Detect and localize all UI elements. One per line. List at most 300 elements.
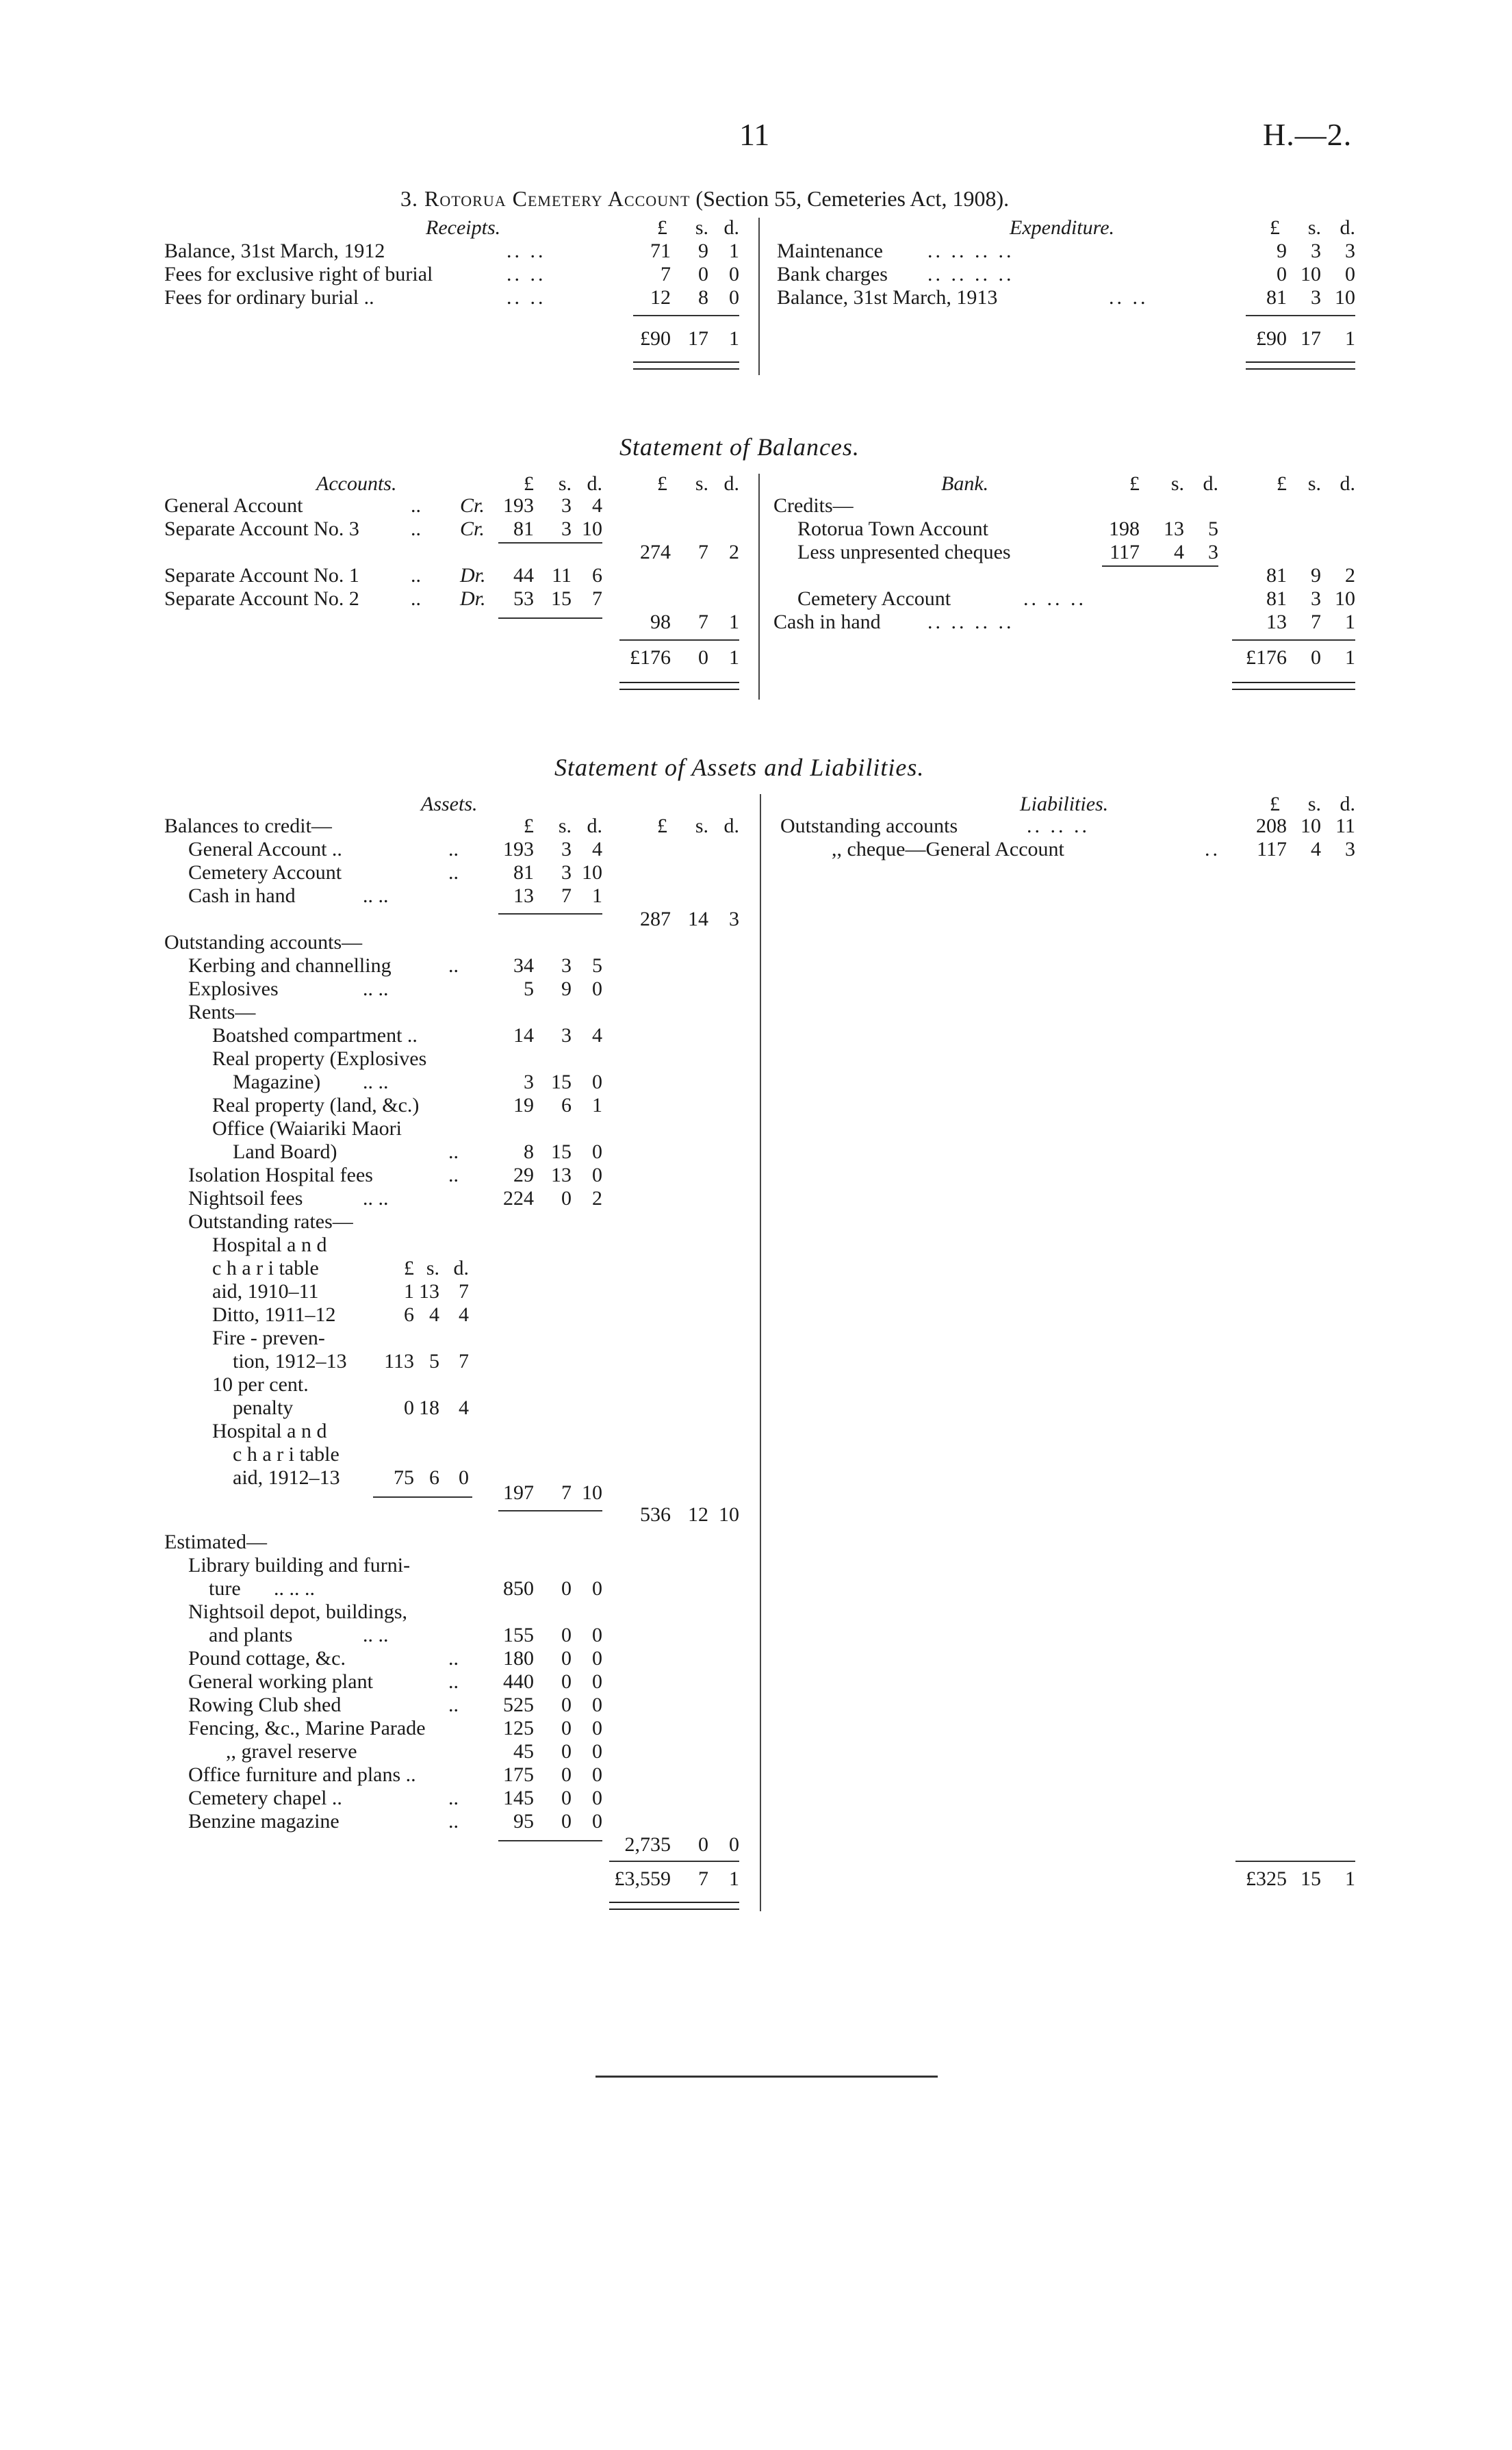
assets-total-shillings: 7 <box>698 1867 708 1890</box>
bank-double-rule <box>1232 682 1355 690</box>
accounts-total-rule <box>619 639 739 641</box>
rate-hospital2-line3: aid, 1912–13 <box>233 1466 340 1489</box>
office-label-line2: Land Board) <box>233 1140 337 1163</box>
amount-pounds: 13 <box>513 884 534 907</box>
unpresented-shillings: 4 <box>1174 541 1184 563</box>
cemetery-account-pence: 10 <box>1335 587 1355 610</box>
real-property-2-pounds: 19 <box>513 1094 534 1116</box>
liabilities-total-shillings: 15 <box>1300 1867 1321 1890</box>
rotorua-town-pence: 5 <box>1208 518 1218 540</box>
amount-pounds: 44 <box>513 564 534 587</box>
real-property-1-shillings: 15 <box>551 1071 572 1093</box>
asset-label: Cash in hand <box>188 884 296 907</box>
amount-pounds: 440 <box>503 1670 534 1693</box>
liabilities-heading: Liabilities. <box>1020 793 1109 815</box>
depot-label-line2: and plants <box>209 1624 293 1646</box>
cemetery-divider <box>758 218 760 375</box>
rate-fire-pounds: 113 <box>384 1350 414 1373</box>
balances-credit-total-pounds: 287 <box>640 908 671 930</box>
receipts-col-shillings: s. <box>695 216 708 239</box>
rate-hospital-line1: Hospital a n d <box>212 1234 327 1256</box>
amount-pence: 0 <box>592 1694 602 1716</box>
estimated-label: General working plant <box>188 1670 373 1693</box>
amount-pounds: 81 <box>1266 286 1287 309</box>
amount-pounds: 175 <box>503 1763 534 1786</box>
office-shillings: 15 <box>551 1140 572 1163</box>
report-reference: H.—2. <box>1263 117 1353 152</box>
accounts-total-shillings: 0 <box>698 646 708 669</box>
accounts-col-shillings: s. <box>558 472 572 495</box>
assets-col2-shillings: s. <box>695 815 708 837</box>
amount-pence: 0 <box>592 1670 602 1693</box>
bank-col-pounds: £ <box>1129 472 1140 495</box>
amount-pence: 0 <box>592 1717 602 1739</box>
asset-label: Cemetery Account <box>188 861 342 884</box>
amount-pounds: 71 <box>650 240 671 262</box>
amount-pounds: 7 <box>661 263 671 285</box>
account-label: Separate Account No. 3 <box>164 518 359 540</box>
rate-penalty-pounds: 0 <box>404 1396 414 1419</box>
rate-penalty-line1: 10 per cent. <box>212 1373 309 1396</box>
rotorua-town-pounds: 198 <box>1109 518 1140 540</box>
amount-shillings: 0 <box>561 1763 572 1786</box>
leader-dots: .. .. .. .. <box>927 263 1014 285</box>
credit-debit-marker: Dr. <box>460 564 486 587</box>
assets-double-rule <box>609 1902 739 1910</box>
receipts-total-shillings: 17 <box>688 327 708 350</box>
dr-subtotal-shillings: 7 <box>698 611 708 633</box>
liabilities-col-pounds: £ <box>1270 793 1280 815</box>
leader-dots: .. .. <box>507 240 546 262</box>
estimated-total-pence: 0 <box>729 1833 739 1856</box>
credit-debit-marker: Dr. <box>460 587 486 610</box>
amount-shillings: 3 <box>561 838 572 860</box>
boatshed-shillings: 3 <box>561 1024 572 1047</box>
amount-pence: 4 <box>592 494 602 517</box>
amount-shillings: 10 <box>1300 263 1321 285</box>
amount-pounds: 12 <box>650 286 671 309</box>
amount-pounds: 81 <box>513 861 534 884</box>
estimated-label: ,, gravel reserve <box>226 1740 357 1763</box>
unpresented-pounds: 117 <box>1110 541 1140 563</box>
expenditure-col-pence: d. <box>1340 216 1355 239</box>
expenditure-total-pence: 1 <box>1345 327 1355 350</box>
real-property-1-label-line2: Magazine) <box>233 1071 321 1093</box>
leader-dots: .. <box>448 861 459 884</box>
bank-col-pence: d. <box>1203 472 1218 495</box>
cash-in-hand-pence: 1 <box>1345 611 1355 633</box>
liabilities-col-shillings: s. <box>1307 793 1321 815</box>
bank-total-rule <box>1232 639 1355 641</box>
amount-shillings: 0 <box>698 263 708 285</box>
amount-shillings: 4 <box>1311 838 1321 860</box>
office-pence: 0 <box>592 1140 602 1163</box>
depot-label-line1: Nightsoil depot, buildings, <box>188 1600 408 1623</box>
cash-in-hand-label: Cash in hand <box>773 611 881 633</box>
leader-dots: .. <box>448 838 459 860</box>
nightsoil-shillings: 0 <box>561 1187 572 1210</box>
expenditure-label: Balance, 31st March, 1913 <box>777 286 998 309</box>
rate-fire-pence: 7 <box>459 1350 469 1373</box>
rate-hospital2-line2: c h a r i table <box>233 1443 339 1466</box>
bank-total-pounds: £176 <box>1246 646 1287 669</box>
amount-pounds: 53 <box>513 587 534 610</box>
amount-pounds: 125 <box>503 1717 534 1739</box>
boatshed-pounds: 14 <box>513 1024 534 1047</box>
real-property-2-label: Real property (land, &c.) <box>212 1094 420 1116</box>
accounts-col2-shillings: s. <box>695 472 708 495</box>
credit-debit-marker: Cr. <box>460 518 485 540</box>
isolation-pounds: 29 <box>513 1164 534 1186</box>
amount-pence: 6 <box>592 564 602 587</box>
amount-shillings: 0 <box>561 1810 572 1833</box>
leader-dots: .. <box>448 1164 459 1186</box>
cash-in-hand-shillings: 7 <box>1311 611 1321 633</box>
leader-dots: .. <box>448 1694 459 1716</box>
bank-net-rule <box>1102 565 1218 567</box>
expenditure-col-pounds: £ <box>1270 216 1280 239</box>
amount-pence: 7 <box>592 587 602 610</box>
amount-pence: 0 <box>592 1740 602 1763</box>
amount-pence: 3 <box>1345 240 1355 262</box>
leader-dots: .. <box>411 494 421 517</box>
amount-shillings: 3 <box>1311 240 1321 262</box>
cr-subtotal-pounds: 274 <box>640 541 671 563</box>
amount-shillings: 0 <box>561 1647 572 1670</box>
amount-pounds: 117 <box>1257 838 1287 860</box>
rate-hospital2-pounds: 75 <box>394 1466 414 1489</box>
accounts-col-pounds: £ <box>524 472 534 495</box>
bank-net-pence: 2 <box>1345 564 1355 587</box>
amount-shillings: 7 <box>561 884 572 907</box>
cemetery-title-lead: 3. Rotorua Cemetery Account <box>400 186 691 211</box>
rate-penalty-shillings: 18 <box>419 1396 439 1419</box>
amount-pence: 11 <box>1335 815 1355 837</box>
assets-col2-pounds: £ <box>657 815 667 837</box>
bank-heading: Bank. <box>941 472 989 495</box>
expenditure-label: Bank charges <box>777 263 888 285</box>
amount-shillings: 3 <box>561 518 572 540</box>
amount-shillings: 8 <box>698 286 708 309</box>
rate-hospital-line2: c h a r i table <box>212 1257 319 1279</box>
leader-dots: .. .. .. <box>1027 815 1090 837</box>
assets-col-pence: d. <box>587 815 602 837</box>
amount-pounds: 180 <box>503 1647 534 1670</box>
receipt-label: Fees for exclusive right of burial <box>164 263 433 285</box>
assets-col-pounds: £ <box>524 815 534 837</box>
estimated-label: Cemetery chapel .. <box>188 1787 342 1809</box>
accounts-total-pounds: £176 <box>630 646 671 669</box>
rate-hospital-line3: aid, 1910–11 <box>212 1280 319 1303</box>
amount-pence: 1 <box>729 240 739 262</box>
accounts-double-rule <box>619 682 739 690</box>
rates-rule <box>373 1496 472 1498</box>
expenditure-total-pounds: £90 <box>1256 327 1287 350</box>
estimated-heading: Estimated— <box>164 1531 267 1553</box>
rates-total-shillings: 7 <box>561 1481 572 1504</box>
amount-pounds: 193 <box>503 494 534 517</box>
expenditure-double-rule <box>1246 361 1355 370</box>
amount-shillings: 3 <box>561 861 572 884</box>
amount-pounds: 45 <box>513 1740 534 1763</box>
liabilities-total-pounds: £325 <box>1246 1867 1287 1890</box>
leader-dots: .. <box>411 564 421 587</box>
outstanding-total-pounds: 536 <box>640 1503 671 1526</box>
outstanding-rule <box>498 1510 602 1511</box>
rate-hospital2-pence: 0 <box>459 1466 469 1489</box>
office-pounds: 8 <box>524 1140 534 1163</box>
rate-ditto-pounds: 6 <box>404 1303 414 1326</box>
balances-title: Statement of Balances. <box>619 433 860 461</box>
assets-liabilities-divider <box>760 794 761 1911</box>
assets-total-pence: 1 <box>729 1867 739 1890</box>
explosives-pence: 0 <box>592 978 602 1000</box>
real-property-2-pence: 1 <box>592 1094 602 1116</box>
bank-col2-shillings: s. <box>1307 472 1321 495</box>
cr-subtotal-rule <box>498 542 602 544</box>
depot-pence: 0 <box>592 1624 602 1646</box>
expenditure-rule <box>1246 315 1355 316</box>
outstanding-heading: Outstanding accounts— <box>164 931 363 954</box>
leader-dots: .. <box>1205 838 1220 860</box>
liability-label: ,, cheque—General Account <box>832 838 1064 860</box>
nightsoil-pence: 2 <box>592 1187 602 1210</box>
cemetery-account-pounds: 81 <box>1266 587 1287 610</box>
amount-pounds: 525 <box>503 1694 534 1716</box>
dr-subtotal-pounds: 98 <box>650 611 671 633</box>
expenditure-heading: Expenditure. <box>1010 216 1115 239</box>
receipts-heading: Receipts. <box>426 216 501 239</box>
leader-dots: .. .. .. .. <box>927 611 1014 633</box>
cemetery-account-title <box>400 186 1009 212</box>
assets-heading: Assets. <box>421 793 478 815</box>
leader-dots: .. .. <box>363 1624 389 1646</box>
estimated-total-pounds: 2,735 <box>624 1833 671 1856</box>
rates-col-shillings: s. <box>426 1257 439 1279</box>
bank-net-pounds: 81 <box>1266 564 1287 587</box>
rates-col-pence: d. <box>453 1257 469 1279</box>
leader-dots: .. .. <box>507 286 546 309</box>
leader-dots: .. <box>448 954 459 977</box>
asset-label: General Account .. <box>188 838 342 860</box>
rate-hospital-shillings: 13 <box>419 1280 439 1303</box>
amount-pence: 0 <box>592 1647 602 1670</box>
balances-credit-heading: Balances to credit— <box>164 815 332 837</box>
explosives-shillings: 9 <box>561 978 572 1000</box>
amount-pounds: 81 <box>513 518 534 540</box>
cemetery-account-label: Cemetery Account <box>797 587 951 610</box>
leader-dots: .. <box>411 587 421 610</box>
balances-credit-total-pence: 3 <box>729 908 739 930</box>
accounts-col2-pounds: £ <box>657 472 667 495</box>
explosives-pounds: 5 <box>524 978 534 1000</box>
library-pence: 0 <box>592 1577 602 1600</box>
liabilities-total-pence: 1 <box>1345 1867 1355 1890</box>
amount-pence: 0 <box>592 1787 602 1809</box>
amount-shillings: 0 <box>561 1670 572 1693</box>
isolation-shillings: 13 <box>551 1164 572 1186</box>
rents-heading: Rents— <box>188 1001 256 1023</box>
account-label: Separate Account No. 1 <box>164 564 359 587</box>
leader-dots: .. .. <box>363 978 389 1000</box>
amount-shillings: 9 <box>698 240 708 262</box>
amount-pence: 0 <box>729 286 739 309</box>
amount-pence: 0 <box>1345 263 1355 285</box>
receipts-col-pounds: £ <box>657 216 667 239</box>
cemetery-title-tail: (Section 55, Cemeteries Act, 1908). <box>695 186 1010 211</box>
boatshed-pence: 4 <box>592 1024 602 1047</box>
cemetery-account-shillings: 3 <box>1311 587 1321 610</box>
amount-pence: 0 <box>592 1810 602 1833</box>
estimated-label: Office furniture and plans .. <box>188 1763 416 1786</box>
leader-dots: .. .. <box>363 1071 389 1093</box>
bank-total-shillings: 0 <box>1311 646 1321 669</box>
rotorua-town-label: Rotorua Town Account <box>797 518 988 540</box>
receipt-label: Balance, 31st March, 1912 <box>164 240 385 262</box>
cr-subtotal-pence: 2 <box>729 541 739 563</box>
assets-col2-pence: d. <box>723 815 739 837</box>
library-label-line2: ture <box>209 1577 241 1600</box>
amount-shillings: 15 <box>551 587 572 610</box>
rate-hospital2-line1: Hospital a n d <box>212 1420 327 1442</box>
accounts-col2-pence: d. <box>723 472 739 495</box>
bank-total-pence: 1 <box>1345 646 1355 669</box>
rate-fire-shillings: 5 <box>429 1350 439 1373</box>
kerbing-shillings: 3 <box>561 954 572 977</box>
amount-shillings: 0 <box>561 1787 572 1809</box>
leader-dots: .. .. <box>1109 286 1149 309</box>
rate-ditto-pence: 4 <box>459 1303 469 1326</box>
leader-dots: .. .. .. .. <box>927 240 1014 262</box>
amount-shillings: 3 <box>1311 286 1321 309</box>
amount-pence: 10 <box>1335 286 1355 309</box>
closing-rule <box>595 2076 938 2078</box>
amount-shillings: 3 <box>561 494 572 517</box>
unpresented-label: Less unpresented cheques <box>797 541 1011 563</box>
estimated-label: Benzine magazine <box>188 1810 339 1833</box>
library-shillings: 0 <box>561 1577 572 1600</box>
accounts-heading: Accounts. <box>316 472 397 495</box>
amount-pounds: 193 <box>503 838 534 860</box>
receipts-rule <box>633 315 739 316</box>
isolation-label: Isolation Hospital fees <box>188 1164 373 1186</box>
amount-pence: 4 <box>592 838 602 860</box>
leader-dots: .. <box>448 1140 459 1163</box>
boatshed-label: Boatshed compartment .. <box>212 1024 418 1047</box>
leader-dots: .. .. <box>507 263 546 285</box>
real-property-1-pounds: 3 <box>524 1071 534 1093</box>
balances-credit-total-shillings: 14 <box>688 908 708 930</box>
leader-dots: .. <box>448 1810 459 1833</box>
rates-heading: Outstanding rates— <box>188 1210 353 1233</box>
bank-col2-pounds: £ <box>1277 472 1287 495</box>
cr-subtotal-shillings: 7 <box>698 541 708 563</box>
real-property-1-label-line1: Real property (Explosives <box>212 1047 427 1070</box>
receipt-label: Fees for ordinary burial .. <box>164 286 374 309</box>
explosives-label: Explosives <box>188 978 279 1000</box>
kerbing-pence: 5 <box>592 954 602 977</box>
rate-penalty-line2: penalty <box>233 1396 294 1419</box>
bank-col-shillings: s. <box>1170 472 1184 495</box>
assets-total-rule <box>609 1861 739 1862</box>
credits-heading: Credits— <box>773 494 854 517</box>
rate-hospital2-shillings: 6 <box>429 1466 439 1489</box>
amount-pounds: 9 <box>1277 240 1287 262</box>
real-property-1-pence: 0 <box>592 1071 602 1093</box>
rate-ditto-label: Ditto, 1911–12 <box>212 1303 336 1326</box>
real-property-2-shillings: 6 <box>561 1094 572 1116</box>
leader-dots: .. .. <box>363 884 389 907</box>
page-number: 11 <box>739 117 770 152</box>
amount-pounds: 0 <box>1277 263 1287 285</box>
amount-pence: 0 <box>729 263 739 285</box>
nightsoil-label: Nightsoil fees <box>188 1187 303 1210</box>
bank-net-shillings: 9 <box>1311 564 1321 587</box>
kerbing-label: Kerbing and channelling <box>188 954 392 977</box>
depot-pounds: 155 <box>503 1624 534 1646</box>
credit-debit-marker: Cr. <box>460 494 485 517</box>
rates-total-pounds: 197 <box>503 1481 534 1504</box>
leader-dots: .. <box>448 1670 459 1693</box>
receipts-total-pounds: £90 <box>640 327 671 350</box>
leader-dots: .. .. .. <box>274 1577 315 1600</box>
accounts-col-pence: d. <box>587 472 602 495</box>
amount-pence: 10 <box>582 518 602 540</box>
office-label-line1: Office (Waiariki Maori <box>212 1117 402 1140</box>
estimated-label: Fencing, &c., Marine Parade <box>188 1717 426 1739</box>
receipts-total-pence: 1 <box>729 327 739 350</box>
amount-shillings: 0 <box>561 1740 572 1763</box>
receipts-double-rule <box>633 361 739 370</box>
estimated-total-shillings: 0 <box>698 1833 708 1856</box>
liabilities-col-pence: d. <box>1340 793 1355 815</box>
assets-liabilities-title: Statement of Assets and Liabilities. <box>554 754 925 781</box>
amount-pounds: 95 <box>513 1810 534 1833</box>
estimated-rule <box>498 1840 602 1841</box>
leader-dots: .. .. .. <box>1023 587 1086 610</box>
bank-col2-pence: d. <box>1340 472 1355 495</box>
depot-shillings: 0 <box>561 1624 572 1646</box>
nightsoil-pounds: 224 <box>503 1187 534 1210</box>
amount-pence: 3 <box>1345 838 1355 860</box>
account-label: Separate Account No. 2 <box>164 587 359 610</box>
leader-dots: .. <box>448 1787 459 1809</box>
accounts-total-pence: 1 <box>729 646 739 669</box>
assets-total-pounds: £3,559 <box>614 1867 671 1890</box>
rate-fire-line1: Fire - preven- <box>212 1327 325 1349</box>
rate-penalty-pence: 4 <box>459 1396 469 1419</box>
liability-label: Outstanding accounts <box>780 815 958 837</box>
amount-pounds: 208 <box>1256 815 1287 837</box>
outstanding-total-shillings: 12 <box>688 1503 708 1526</box>
amount-shillings: 11 <box>552 564 572 587</box>
amount-pence: 1 <box>592 884 602 907</box>
amount-shillings: 0 <box>561 1717 572 1739</box>
rate-fire-line2: tion, 1912–13 <box>233 1350 347 1373</box>
expenditure-col-shillings: s. <box>1307 216 1321 239</box>
balances-divider <box>758 474 760 700</box>
amount-pence: 10 <box>582 861 602 884</box>
rotorua-town-shillings: 13 <box>1164 518 1184 540</box>
dr-subtotal-rule <box>498 617 602 619</box>
rates-total-pence: 10 <box>582 1481 602 1504</box>
dr-subtotal-pence: 1 <box>729 611 739 633</box>
liabilities-total-rule <box>1235 1861 1355 1862</box>
amount-shillings: 10 <box>1300 815 1321 837</box>
amount-pounds: 145 <box>503 1787 534 1809</box>
library-label-line1: Library building and furni- <box>188 1554 411 1577</box>
library-pounds: 850 <box>503 1577 534 1600</box>
